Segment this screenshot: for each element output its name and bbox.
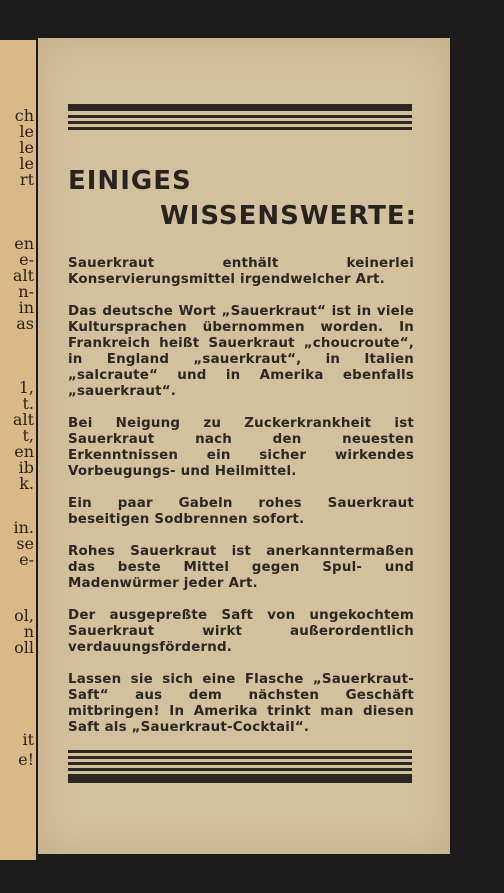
cut-off-text-fragment: ch — [14, 108, 34, 124]
cut-off-text-fragment: as — [16, 316, 34, 332]
cut-off-text-fragment: e- — [19, 252, 34, 268]
cut-off-text-fragment: oll — [14, 640, 34, 656]
cut-off-text-fragment: rt — [19, 172, 34, 188]
paragraph: Bei Neigung zu Zuckerkrankheit ist Sauerkraut nach den neuesten Erkenntnissen ein sicher wirkendes Vorbeugungs- und Heilmittel. — [68, 416, 414, 479]
cut-off-text-fragment: in. — [13, 520, 34, 536]
cut-off-text-fragment: e! — [18, 752, 34, 768]
cut-off-text-fragment: le — [19, 124, 34, 140]
cut-off-text-fragment: t, — [22, 428, 34, 444]
paragraph: Ein paar Gabeln rohes Sauerkraut beseitigen Sodbrennen sofort. — [68, 496, 414, 527]
adjacent-page-edge — [0, 40, 36, 860]
cut-off-text-fragment: k. — [19, 476, 34, 492]
cut-off-text-fragment: se — [16, 536, 34, 552]
paragraph: Lassen sie sich eine Flasche „Sauerkraut-Saft“ aus dem nächsten Geschäft mitbringen! In Amerika trinkt man diesen Saft als „Sauerkraut-Cocktail“. — [68, 672, 414, 735]
cut-off-text-fragment: alt — [12, 412, 34, 428]
cut-off-text-fragment: en — [14, 444, 34, 460]
cut-off-text-fragment: n- — [18, 284, 34, 300]
bottom-ornamental-rule — [68, 750, 412, 784]
paragraph: Sauerkraut enthält keinerlei Konservierungsmittel irgendwelcher Art. — [68, 256, 414, 287]
heading-line-2: WISSENSWERTE: — [160, 201, 418, 231]
cut-off-text-fragment: it — [22, 732, 34, 748]
cut-off-text-fragment: en — [14, 236, 34, 252]
brochure-page — [38, 38, 450, 854]
cut-off-text-fragment: alt — [12, 268, 34, 284]
cut-off-text-fragment: le — [19, 156, 34, 172]
cut-off-text-fragment: le — [19, 140, 34, 156]
paragraph: Rohes Sauerkraut ist anerkanntermaßen das beste Mittel gegen Spul- und Madenwürmer jeder Art. — [68, 544, 414, 591]
paragraph: Das deutsche Wort „Sauerkraut“ ist in viele Kultursprachen übernommen worden. In Frankreich heißt Sauerkraut „choucroute“, in England „sauerkraut“, in Italien „salcraute“ und in Amerika ebenfalls „sauerkraut“. — [68, 304, 414, 399]
cut-off-text-fragment: t. — [22, 396, 34, 412]
top-ornamental-rule — [68, 104, 412, 132]
paragraph: Der ausgepreßte Saft von ungekochtem Sauerkraut wirkt außerordentlich verdauungsfördernd. — [68, 608, 414, 655]
cut-off-text-fragment: 1, — [18, 380, 34, 396]
cut-off-text-fragment: n — [23, 624, 34, 640]
cut-off-text-fragment: e- — [19, 552, 34, 568]
cut-off-text-fragment: ol, — [14, 608, 34, 624]
article-body — [68, 256, 414, 752]
cut-off-text-fragment: in — [18, 300, 34, 316]
cut-off-text-fragment: ib — [18, 460, 34, 476]
heading-line-1: EINIGES — [68, 166, 192, 196]
